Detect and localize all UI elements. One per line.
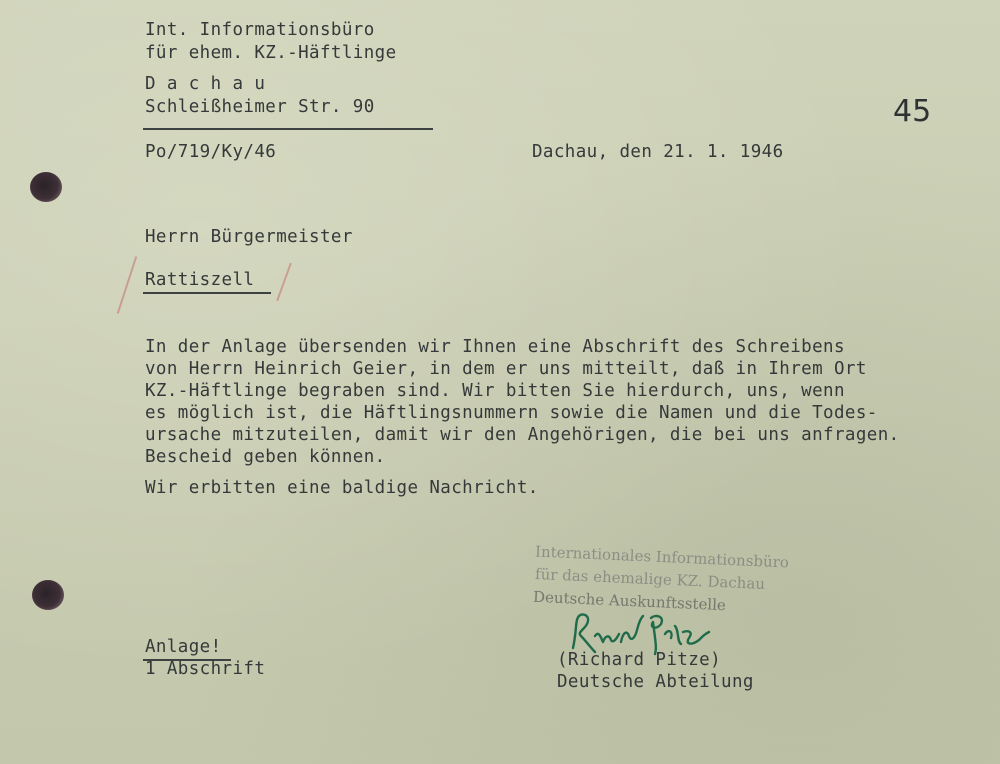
- recipient-place-underline: [143, 292, 271, 294]
- signature-department: Deutsche Abteilung: [557, 672, 754, 692]
- red-pencil-mark: [276, 263, 292, 301]
- red-pencil-mark: [117, 256, 137, 314]
- body-line-3: KZ.-Häftlinge begraben sind. Wir bitten Sie hierdurch, uns, wenn: [145, 381, 845, 401]
- stamp-line-2: für das ehemalige KZ. Dachau: [534, 564, 766, 594]
- page-number: 45: [893, 94, 932, 129]
- stamp-line-1: Internationales Informationsbüro: [534, 542, 790, 572]
- signature-name: (Richard Pitze): [557, 650, 722, 670]
- date-line: Dachau, den 21. 1. 1946: [532, 142, 784, 162]
- sender-divider: [143, 128, 433, 130]
- sender-line-2: für ehem. KZ.-Häftlinge: [145, 43, 397, 63]
- sender-city: D a c h a u: [145, 74, 266, 94]
- sender-street: Schleißheimer Str. 90: [145, 97, 375, 117]
- sender-line-1: Int. Informationsbüro: [145, 20, 375, 40]
- enclosure-label: Anlage!: [145, 637, 222, 657]
- punch-hole-top: [30, 172, 62, 202]
- stamp-line-3: Deutsche Auskunftsstelle: [532, 587, 727, 615]
- body-line-5: ursache mitzuteilen, damit wir den Angehörigen, die bei uns anfragen.: [145, 425, 900, 445]
- punch-hole-bottom: [32, 580, 64, 610]
- body-line-6: Bescheid geben können.: [145, 447, 386, 467]
- body-line-1: In der Anlage übersenden wir Ihnen eine Abschrift des Schreibens: [145, 337, 845, 357]
- recipient-place: Rattiszell: [145, 270, 255, 290]
- body-line-2: von Herrn Heinrich Geier, in dem er uns mitteilt, daß in Ihrem Ort: [145, 359, 867, 379]
- body-line-4: es möglich ist, die Häftlingsnummern sowie die Namen und die Todes-: [145, 403, 878, 423]
- closing-line: Wir erbitten eine baldige Nachricht.: [145, 478, 539, 498]
- reference-number: Po/719/Ky/46: [145, 142, 277, 162]
- recipient-title: Herrn Bürgermeister: [145, 227, 353, 247]
- enclosure-item: 1 Abschrift: [145, 659, 266, 679]
